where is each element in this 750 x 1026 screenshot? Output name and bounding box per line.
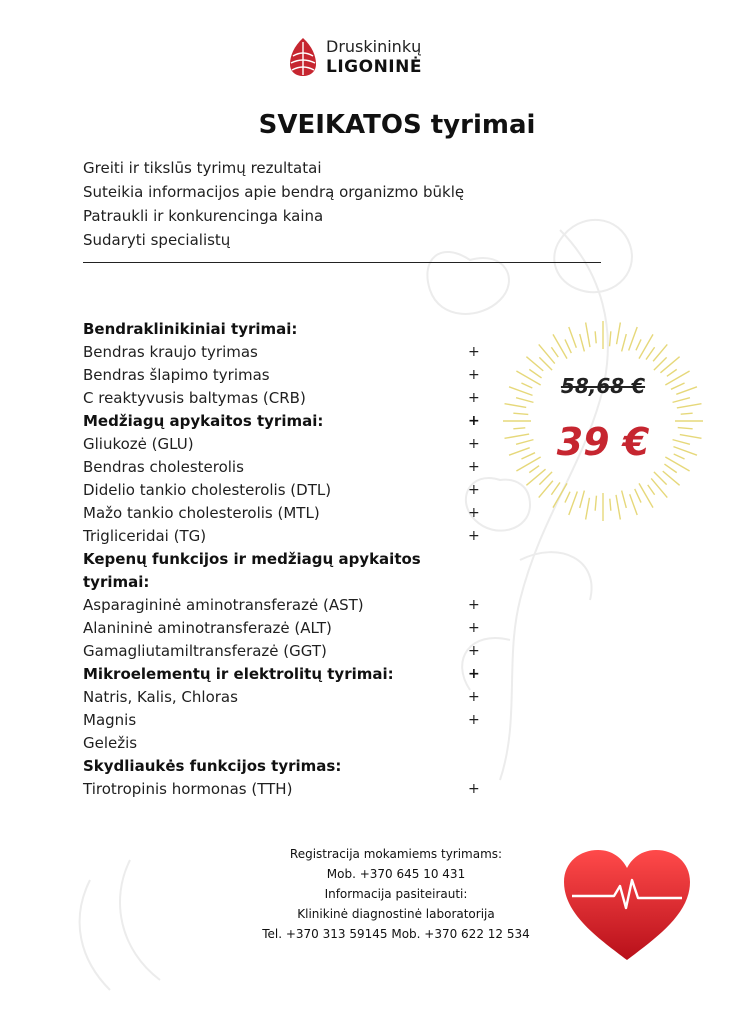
test-item — [83, 525, 503, 548]
test-label: Alanininė aminotransferazė (ALT) — [83, 619, 332, 637]
plus-icon: + — [468, 781, 480, 797]
test-item — [83, 479, 503, 502]
contact-line: Registracija mokamiems tyrimams: — [289, 847, 503, 861]
page-title: SVEIKATOS tyrimai — [258, 110, 536, 140]
benefit-item: Sudaryti specialistų — [83, 231, 231, 249]
category-label: Kepenų funkcijos ir medžiagų apykaitos — [83, 550, 421, 568]
test-category-heading — [83, 318, 503, 341]
plus-icon: + — [468, 367, 480, 383]
contact-line: Klinikinė diagnostinė laboratorija — [297, 907, 495, 921]
price-badge — [498, 316, 708, 526]
test-category-heading — [83, 410, 503, 433]
category-label: Skydliaukės funkcijos tyrimas: — [83, 757, 342, 775]
plus-icon: + — [468, 344, 480, 360]
plus-icon: + — [468, 505, 480, 521]
category-label: Bendraklinikiniai tyrimai: — [83, 320, 298, 338]
test-label: Bendras šlapimo tyrimas — [83, 366, 270, 384]
category-label: Medžiagų apykaitos tyrimai: — [83, 412, 324, 430]
test-item — [83, 778, 503, 801]
test-category-heading — [83, 571, 503, 594]
category-label: Mikroelementų ir elektrolitų tyrimai: — [83, 665, 394, 683]
logo-text-line1: Druskininkų — [326, 37, 422, 56]
test-item — [83, 709, 503, 732]
test-category-heading — [83, 755, 503, 778]
plus-icon: + — [468, 597, 480, 613]
plus-icon: + — [468, 666, 480, 682]
pinecone-logo-icon — [286, 36, 320, 78]
test-label: Mažo tankio cholesterolis (MTL) — [83, 504, 320, 522]
old-price: 58,68 € — [560, 374, 646, 398]
category-label: tyrimai: — [83, 573, 150, 591]
test-label: Asparagininė aminotransferazė (AST) — [83, 596, 364, 614]
test-label: Magnis — [83, 711, 137, 729]
test-label: Trigliceridai (TG) — [83, 527, 207, 545]
tests-list — [83, 318, 503, 801]
benefit-item: Patraukli ir konkurencinga kaina — [83, 207, 324, 225]
test-item — [83, 732, 503, 755]
plus-icon: + — [468, 712, 480, 728]
plus-icon: + — [468, 413, 480, 429]
plus-icon: + — [468, 436, 480, 452]
hospital-logo — [286, 36, 422, 78]
plus-icon: + — [468, 689, 480, 705]
test-label: Geležis — [83, 734, 138, 752]
new-price: 39 € — [556, 420, 650, 464]
heart-pulse-icon — [558, 846, 696, 964]
test-label: Natris, Kalis, Chloras — [83, 688, 238, 706]
test-item — [83, 387, 503, 410]
test-label: Gamagliutamiltransferazė (GGT) — [83, 642, 327, 660]
test-item — [83, 341, 503, 364]
plus-icon: + — [468, 482, 480, 498]
contact-info — [246, 844, 546, 944]
benefit-item: Greiti ir tikslūs tyrimų rezultatai — [83, 159, 322, 177]
divider — [83, 262, 601, 263]
test-item — [83, 617, 503, 640]
test-item — [83, 640, 503, 663]
test-item — [83, 456, 503, 479]
plus-icon: + — [468, 528, 480, 544]
contact-line: Tel. +370 313 59145 Mob. +370 622 12 534 — [262, 927, 530, 941]
benefits-list — [83, 156, 464, 252]
plus-icon: + — [468, 620, 480, 636]
test-label: Bendras kraujo tyrimas — [83, 343, 258, 361]
test-label: C reaktyvusis baltymas (CRB) — [83, 389, 306, 407]
test-label: Gliukozė (GLU) — [83, 435, 194, 453]
logo-text-line2: LIGONINĖ — [326, 57, 422, 77]
test-item — [83, 433, 503, 456]
contact-line: Informacija pasiteirauti: — [324, 887, 468, 901]
plus-icon: + — [468, 390, 480, 406]
test-item — [83, 502, 503, 525]
plus-icon: + — [468, 459, 480, 475]
test-item — [83, 364, 503, 387]
test-item — [83, 686, 503, 709]
test-item — [83, 594, 503, 617]
benefit-item: Suteikia informacijos apie bendrą organizmo būklę — [83, 183, 465, 201]
test-category-heading — [83, 548, 503, 571]
test-label: Tirotropinis hormonas (TTH) — [83, 780, 293, 798]
test-label: Didelio tankio cholesterolis (DTL) — [83, 481, 332, 499]
plus-icon: + — [468, 643, 480, 659]
contact-line: Mob. +370 645 10 431 — [326, 867, 466, 881]
test-category-heading — [83, 663, 503, 686]
test-label: Bendras cholesterolis — [83, 458, 244, 476]
